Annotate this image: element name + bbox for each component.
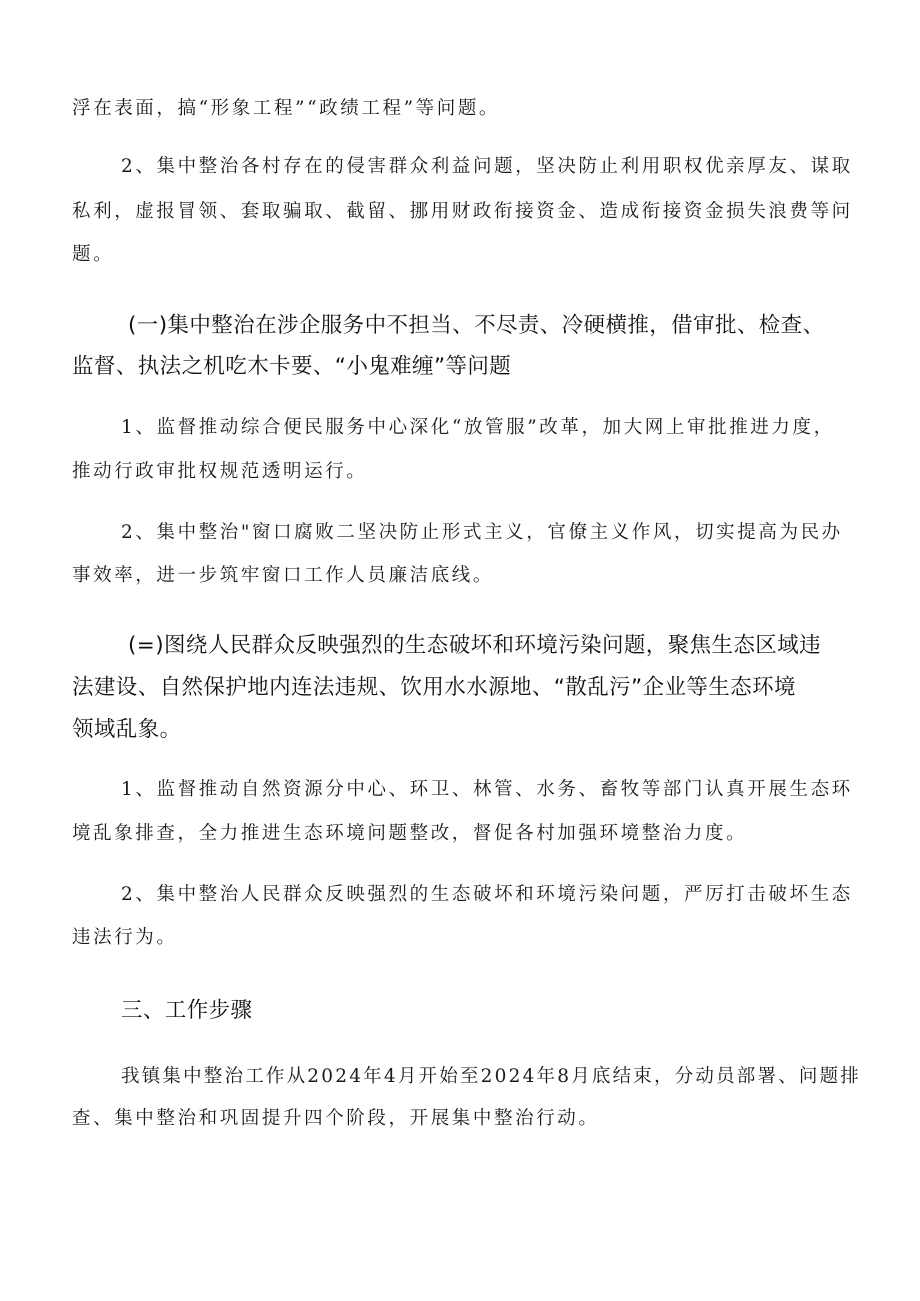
- text-line: 2、集中整治各村存在的侵害群众利益问题，坚决防止利用职权优亲厚友、谋取: [121, 156, 853, 177]
- text-line: 事效率，进一步筑牢窗口工作人员廉洁底线。: [72, 565, 495, 586]
- text-line: 推动行政审批权规范透明运行。: [72, 461, 368, 482]
- text-line: 境乱象排查，全力推进生态环境问题整改，督促各村加强环境整治力度。: [72, 823, 748, 844]
- heading-line: 领域乱象。: [72, 717, 182, 742]
- text-line: 2、集中整治"窗口腐败二坚决防止形式主义，官僚主义作风，切实提高为民办: [121, 522, 843, 543]
- text-line: 违法行为。: [72, 927, 178, 948]
- text-line: 1、监督推动自然资源分中心、环卫、林管、水务、畜牧等部门认真开展生态环: [121, 779, 853, 800]
- heading-line: (一)集中整治在涉企服务中不担当、不尽责、冷硬横推，借审批、检查、: [128, 313, 825, 338]
- text-line: 题。: [72, 244, 115, 265]
- heading-line: 法建设、自然保护地内连法违规、饮用水水源地、“散乱污”企业等生态环境: [72, 675, 796, 700]
- heading-line: 三、工作步骤: [121, 998, 253, 1023]
- text-line: 1、监督推动综合便民服务中心深化“放管服”改革，加大网上审批推进力度，: [121, 417, 835, 438]
- heading-line: (=)图绕人民群众反映强烈的生态破坏和环境污染问题，聚焦生态区域违: [128, 633, 821, 658]
- heading-line: 监督、执法之机吃木卡要、“小鬼难缠”等问题: [72, 354, 512, 379]
- text-line: 2、集中整治人民群众反映强烈的生态破坏和环境污染问题，严厉打击破坏生态: [121, 884, 853, 905]
- text-line: 私利，虚报冒领、套取骗取、截留、挪用财政衔接资金、造成衔接资金损失浪费等问: [72, 201, 853, 222]
- text-line: 浮在表面，搞“形象工程”“政绩工程”等问题。: [72, 98, 501, 119]
- text-line: 我镇集中整治工作从2024年4月开始至2024年8月底结束，分动员部署、问题排: [121, 1066, 862, 1087]
- text-line: 查、集中整治和巩固提升四个阶段，开展集中整治行动。: [72, 1108, 600, 1129]
